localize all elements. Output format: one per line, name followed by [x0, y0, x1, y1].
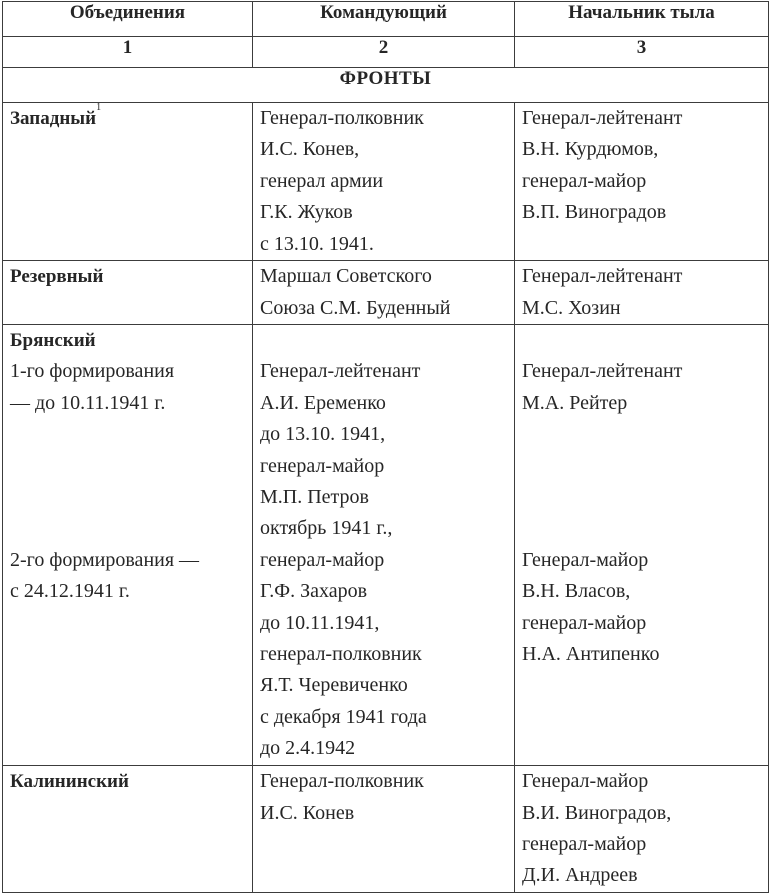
column-number-3: 3	[515, 37, 769, 68]
commander-line: генерал-майор	[260, 548, 385, 571]
column-number-row	[3, 37, 769, 68]
rear-chief-line: В.И. Виноградов,	[522, 801, 672, 824]
commander-line: Г.К. Жуков	[260, 201, 353, 224]
unit-cell	[3, 261, 253, 325]
unit-cell	[3, 766, 253, 893]
commander-line: Я.Т. Черевиченко	[260, 674, 408, 697]
unit-formation-line: — до 10.11.1941 г.	[10, 391, 166, 414]
rear-chief-line: Генерал-майор	[522, 548, 649, 571]
commanders-table	[2, 1, 769, 893]
rear-chief-cell	[515, 103, 769, 261]
unit-formation-line: 2-го формирования —	[10, 548, 200, 571]
rear-chief-line: генерал-майор	[522, 169, 647, 192]
unit-name: Брянский	[10, 330, 96, 352]
table-row	[3, 325, 769, 766]
header-cell-rear-chief: Начальник тыла	[515, 2, 769, 37]
rear-chief-cell	[515, 261, 769, 325]
column-number-1: 1	[3, 37, 253, 68]
unit-formation-line: с 24.12.1941 г.	[10, 580, 130, 603]
header-cell-units: Объединения	[3, 2, 253, 37]
section-row	[3, 68, 769, 103]
rear-chief-line: Н.А. Антипенко	[522, 642, 660, 665]
rear-chief-cell	[515, 766, 769, 893]
unit-name: Резервный	[10, 266, 104, 288]
rear-chief-line: Д.И. Андреев	[522, 864, 638, 887]
rear-chief-line: генерал-майор	[522, 833, 647, 855]
table-row	[3, 103, 769, 261]
commander-line: Генерал-полковник	[260, 107, 424, 129]
commander-line: до 2.4.1942	[260, 737, 356, 760]
unit-cell	[3, 325, 253, 766]
commander-cell	[253, 325, 515, 766]
header-row	[3, 2, 769, 37]
rear-chief-line: М.С. Хозин	[522, 296, 621, 319]
rear-chief-line: М.А. Рейтер	[522, 391, 628, 414]
rear-chief-line: генерал-майор	[522, 611, 647, 634]
commander-line: до 13.10. 1941,	[260, 423, 386, 446]
rear-chief-line: В.Н. Курдюмов,	[522, 138, 659, 161]
footnote-marker: 1	[96, 102, 102, 113]
header-cell-commander: Командующий	[253, 2, 515, 37]
unit-name: Западный$^1$	[10, 102, 102, 129]
commander-line: генерал армии	[260, 169, 384, 192]
commander-line: Маршал Советского	[260, 265, 432, 288]
commander-line: Союза С.М. Буденный	[260, 296, 451, 319]
commander-line: Г.Ф. Захаров	[260, 580, 368, 603]
commander-line: генерал-полковник	[260, 642, 422, 665]
commander-line: А.И. Еременко	[260, 391, 386, 414]
rear-chief-line: В.П. Виноградов	[522, 201, 667, 224]
unit-name: Калининский	[10, 771, 129, 793]
commander-line: И.С. Конев	[260, 801, 355, 824]
rear-chief-line: Генерал-лейтенант	[522, 360, 683, 383]
table-row	[3, 766, 769, 893]
rear-chief-cell	[515, 325, 769, 766]
commander-line: Генерал-полковник	[260, 770, 424, 793]
rear-chief-line: Генерал-лейтенант	[522, 107, 683, 129]
commander-line: до 10.11.1941,	[260, 611, 380, 634]
rear-chief-line: В.Н. Власов,	[522, 580, 631, 603]
commander-line: с декабря 1941 года	[260, 705, 427, 728]
commander-cell	[253, 103, 515, 261]
commander-cell	[253, 261, 515, 325]
commander-line: октябрь 1941 г.,	[260, 517, 393, 540]
commander-line: И.С. Конев,	[260, 138, 360, 161]
commander-line: Генерал-лейтенант	[260, 360, 421, 383]
table-row	[3, 261, 769, 325]
section-title: ФРОНТЫ	[3, 68, 769, 103]
commander-line: с 13.10. 1941.	[260, 232, 374, 255]
commander-line: генерал-майор	[260, 454, 385, 477]
column-number-2: 2	[253, 37, 515, 68]
rear-chief-line: Генерал-майор	[522, 770, 649, 793]
unit-cell	[3, 103, 253, 261]
unit-formation-line: 1-го формирования	[10, 360, 175, 383]
commander-cell	[253, 766, 515, 893]
commander-line: М.П. Петров	[260, 486, 369, 509]
rear-chief-line: Генерал-лейтенант	[522, 265, 683, 288]
